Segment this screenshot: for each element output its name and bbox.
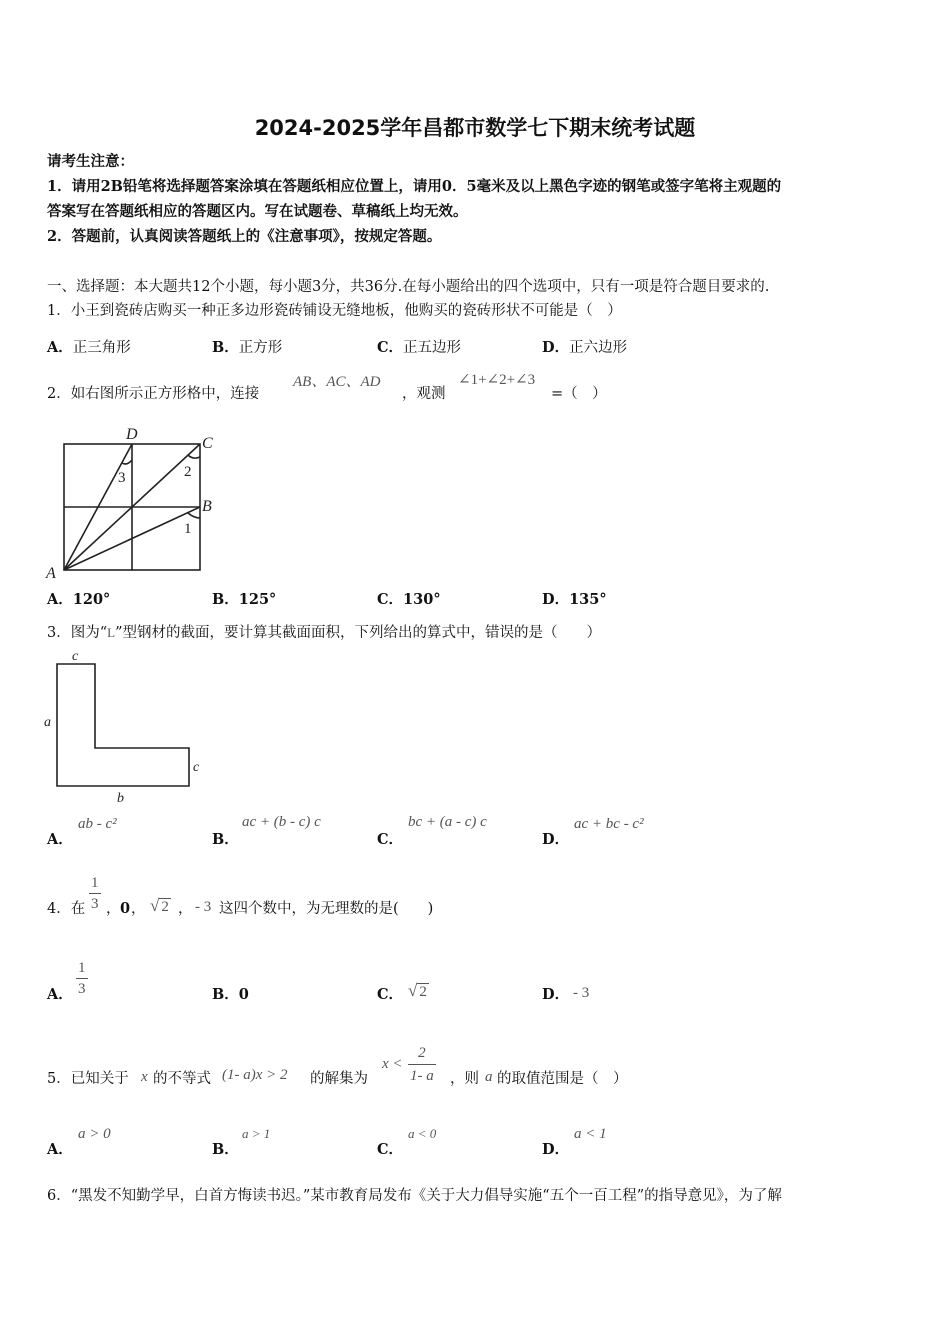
question-5-option-b: B． (212, 1141, 239, 1158)
label-angle-3: 3 (118, 470, 126, 486)
notice-line-1: 1．请用2B铅笔将选择题答案涂填在答题纸相应位置上，请用0．5毫米及以上黑色字迹的钢笔或签字笔将主观题的 (47, 178, 782, 195)
question-5-inequality: (1- a)x > 2 (222, 1067, 288, 1083)
question-2-option-b: B．125° (212, 591, 277, 608)
question-5-stem-mid-2: 的解集为 (310, 1071, 368, 1087)
question-4-option-c-sqrt: √ 2 (408, 981, 427, 1000)
page-title: 2024-2025学年昌都市数学七下期末统考试题 (254, 116, 696, 140)
label-c: C (202, 435, 213, 452)
section-heading: 一、选择题：本大题共12个小题，每小题3分，共36分.在每小题给出的四个选项中，只有一项是符合题目要求的. (47, 279, 770, 295)
question-4-option-c: C． (377, 986, 404, 1003)
question-4-sep-2: ， (131, 901, 146, 917)
question-5-option-d-expr: a < 1 (574, 1126, 607, 1142)
question-2-segments: AB、AC、AD (293, 374, 381, 390)
question-4-option-b: B．0 (212, 986, 249, 1003)
question-3-option-a: A． (47, 831, 73, 848)
question-2-stem-mid: ，观测 (402, 386, 446, 402)
question-5-option-b-expr: a > 1 (242, 1126, 271, 1141)
question-1-option-c: C．正五边形 (377, 339, 462, 356)
question-1-option-b: B．正方形 (212, 339, 283, 356)
question-5-stem-pre: 5．已知关于 (47, 1071, 129, 1087)
question-2-stem-post: =（ ） (551, 386, 607, 402)
question-5-option-d: D． (542, 1141, 570, 1158)
question-3-option-d-expr: ac + bc - c² (574, 816, 644, 832)
label-angle-1: 1 (184, 521, 192, 537)
question-5-option-c: C． (377, 1141, 404, 1158)
label-c-top: c (72, 649, 79, 664)
question-5-option-c-expr: a < 0 (408, 1126, 437, 1141)
label-b: B (202, 498, 212, 515)
question-5-var-a: a (485, 1069, 493, 1085)
question-3-option-c-expr: bc + (a - c) c (408, 814, 487, 830)
question-4-option-d-value: - 3 (573, 985, 590, 1001)
question-2-option-d: D．135° (542, 591, 607, 608)
question-5-stem-mid-3: ，则 (450, 1071, 479, 1087)
question-4-sqrt: √ 2 (150, 896, 169, 915)
question-2-angles: ∠1+∠2+∠3 (458, 372, 536, 388)
question-3-l-shape-figure (40, 648, 215, 808)
question-4-stem-pre: 4．在 (47, 901, 86, 917)
angle-2-arc (188, 455, 200, 458)
question-5-option-a: A． (47, 1141, 73, 1158)
question-4-zero: 0 (120, 900, 131, 917)
question-5-solution-fraction: $\frac{2}{1- a}$ (408, 1042, 436, 1087)
question-2-grid-figure (40, 420, 230, 582)
question-5-var-x: x (141, 1069, 148, 1085)
label-a: A (46, 565, 56, 582)
notice-line-2: 答案写在答题纸相应的答题区内。写在试题卷、草稿纸上均无效。 (47, 203, 468, 220)
question-1-stem: 1．小王到瓷砖店购买一种正多边形瓷砖铺设无缝地板，他购买的瓷砖形状不可能是（ ） (47, 303, 622, 319)
label-angle-2: 2 (184, 464, 192, 480)
question-5-stem-post: 的取值范围是（ ） (497, 1071, 628, 1087)
question-6-stem: 6．“黑发不知勤学早，白首方悔读书迟。”某市教育局发布《关于大力倡导实施“五个一百工程”的指导意见》，为了解 (47, 1188, 782, 1204)
question-2-stem-pre: 2．如右图所示正方形格中，连接 (47, 386, 260, 402)
question-4-neg-three: - 3 (195, 899, 212, 915)
label-c-right: c (193, 760, 200, 775)
notice-line-3: 2．答题前，认真阅读答题纸上的《注意事项》，按规定答题。 (47, 228, 442, 245)
question-3-option-c: C． (377, 831, 404, 848)
label-b-bottom: b (117, 791, 124, 806)
l-shape-outline (57, 664, 189, 786)
question-1-option-a: A．正三角形 (47, 339, 131, 356)
angle-1-arc (188, 513, 200, 518)
question-2-option-a: A．120° (47, 591, 111, 608)
question-4-fraction: $\frac{1}{3}$ (91, 875, 99, 912)
label-a-left: a (44, 715, 51, 730)
label-d: D (126, 426, 138, 443)
question-3-option-d: D． (542, 831, 570, 848)
question-4-sep-1: ， (106, 901, 121, 917)
question-3-option-a-expr: ab - c² (78, 816, 117, 832)
question-5-solution-left: x < (382, 1056, 403, 1072)
question-4-option-d: D． (542, 986, 570, 1003)
question-3-stem: 3．图为“L”型钢材的截面，要计算其截面面积，下列给出的算式中，错误的是（ ） (47, 625, 602, 641)
question-3-option-b-expr: ac + (b - c) c (242, 814, 321, 830)
question-3-option-b: B． (212, 831, 239, 848)
question-4-stem-post: 这四个数中，为无理数的是( ) (219, 901, 434, 917)
question-5-option-a-expr: a > 0 (78, 1126, 111, 1142)
question-5-stem-mid-1: 的不等式 (153, 1071, 211, 1087)
question-4-sep-3: ， (178, 901, 193, 917)
question-2-option-c: C．130° (377, 591, 441, 608)
question-4-option-a: A． (47, 986, 73, 1003)
notice-heading: 请考生注意： (47, 153, 134, 170)
question-1-option-d: D．正六边形 (542, 339, 628, 356)
question-4-option-a-fraction: $\frac{1}{3}$ (78, 960, 86, 997)
